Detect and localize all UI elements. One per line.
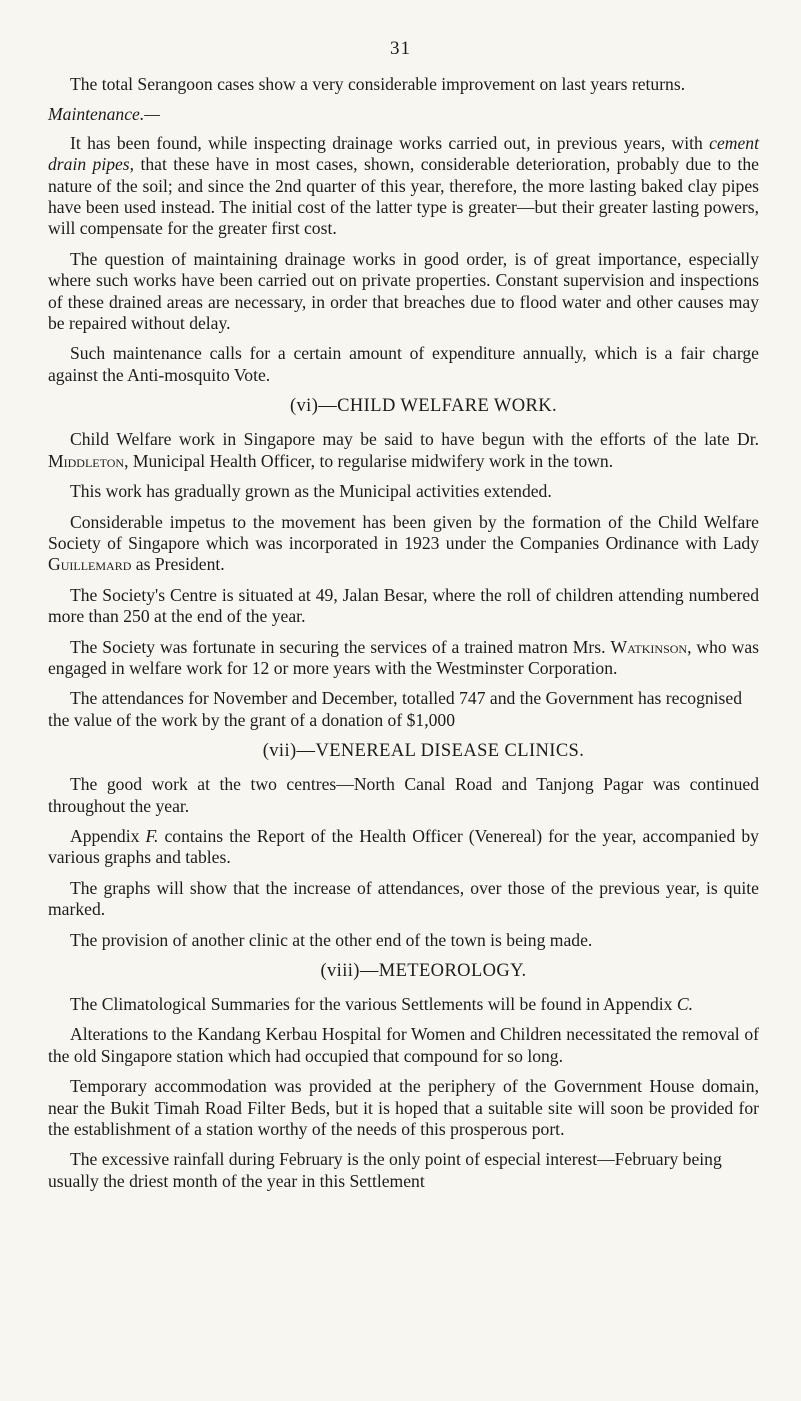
paragraph-text: Such maintenance calls for a certain amount of expenditure annually, which is a fair charge against the Anti-mosquito Vote.: [48, 343, 759, 385]
paragraph-text: Considerable impetus to the movement has been given by the formation of the Child Welfare Society of Singapore which was incorporated in 1923 under the Companies Ordinance with Lady: [48, 511, 759, 553]
paragraph-serangoon: [48, 74, 759, 95]
paragraph-text: as President.: [131, 554, 225, 575]
paragraph-drain-pipes: [48, 133, 759, 240]
emphasis-appendix-letter: F.: [145, 825, 159, 846]
paragraph-climatological: [48, 994, 759, 1015]
paragraph-text: This work has gradually grown as the Municipal activities extended.: [70, 481, 552, 502]
paragraph-text: The good work at the two centres—North Canal Road and Tanjong Pagar was continued throughout the year.: [48, 774, 759, 816]
paragraph-matron: [48, 637, 759, 680]
section-heading-venereal-clinics: (vii)—VENEREAL DISEASE CLINICS.: [262, 741, 585, 762]
paragraph-text: It has been found, while inspecting drainage works carried out, in previous years, with: [70, 132, 710, 153]
name-middleton: Middleton: [48, 450, 125, 471]
paragraph-maintaining-drainage: [48, 249, 759, 335]
section-heading-meteorology: (viii)—METEOROLOGY.: [320, 961, 527, 981]
paragraph-text: The Society's Centre is situated at 49, Jalan Besar, where the roll of children attending numbered more than 250 at the end of the year.: [48, 584, 759, 627]
paragraph-text: The Society was fortunate in securing the services of a trained matron Mrs.: [70, 636, 611, 657]
paragraph-text: Child Welfare work in Singapore may be said to have begun with the efforts of the late Dr.: [70, 429, 759, 450]
paragraph-text: contains the Report of the Health Officer (Venereal) for the year, accompanied by various graphs and tables.: [48, 825, 759, 868]
paragraph-text: The provision of another clinic at the other end of the town is being made.: [70, 929, 593, 950]
paragraph-text: The graphs will show that the increase of attendances, over those of the previous year, is quite marked.: [48, 877, 759, 920]
paragraph-temporary-accommodation: [48, 1076, 759, 1140]
paragraph-text: The excessive rainfall during February is the only point of especial interest—February being usually the driest month of the year in this Settlement: [48, 1149, 722, 1191]
paragraph-text: The attendances for November and December, totalled 747 and the Government has recognised the value of the work by the grant of a donation of $1,000: [48, 688, 742, 730]
paragraph-another-clinic: [48, 930, 759, 951]
paragraph-text: Temporary accommodation was provided at the periphery of the Government House domain, near the Bukit Timah Road Filter Beds, but it is hoped that a suitable site will soon be provided for the establishment of a station worthy of the needs of this prosperous port.: [48, 1076, 759, 1140]
name-watkinson: Watkinson: [610, 636, 688, 657]
section-heading-child-welfare: (vi)—CHILD WELFARE WORK.: [289, 396, 558, 417]
paragraph-attendances: [48, 688, 759, 731]
emphasis-appendix-letter: C.: [676, 994, 694, 1014]
paragraph-text: Alterations to the Kandang Kerbau Hospital for Women and Children necessitated the removal of the old Singapore station which had occupied that compound for so long.: [48, 1024, 759, 1066]
paragraph-text: The total Serangoon cases show a very considerable improvement on last years returns.: [70, 74, 686, 94]
paragraph-expenditure: [48, 343, 759, 386]
emphasis-cement-drain-pipes: cement drain pipes: [48, 132, 759, 175]
paragraph-text: , Municipal Health Officer, to regularise midwifery work in the town.: [124, 450, 614, 471]
paragraph-text: , that these have in most cases, shown, considerable deterioration, probably due to the nature of the soil; and since the 2nd quarter of this year, therefore, the more lasting baked clay pipes have been used instead. The initial cost of the latter type is greater—but their greater lasting powers, will compensate for the greater first cost.: [48, 154, 759, 239]
paragraph-graphs: [48, 878, 759, 921]
paragraph-society-centre: [48, 585, 759, 628]
paragraph-text: The question of maintaining drainage works in good order, is of great importance, especially where such works have been carried out on private properties. Constant supervision and inspections of these drained areas are necessary, in order that breaches due to flood water and other causes may be repaired without delay.: [48, 248, 759, 334]
maintenance-heading: Maintenance.—: [48, 104, 160, 125]
paragraph-appendix-f: [48, 826, 759, 869]
paragraph-text: Appendix: [70, 825, 146, 846]
paragraph-text: , who was engaged in welfare work for 12 or more years with the Westminster Corporation.: [48, 636, 760, 678]
paragraph-two-centres: [48, 774, 759, 817]
paragraph-rainfall: [48, 1149, 759, 1192]
paragraph-work-grown: [48, 481, 759, 502]
paragraph-society-formation: [48, 512, 759, 576]
paragraph-alterations: [48, 1024, 759, 1067]
paragraph-child-welfare-origin: [48, 429, 759, 472]
page-number: 31: [390, 38, 411, 59]
name-guillemard: Guillemard: [48, 554, 132, 575]
paragraph-text: The Climatological Summaries for the various Settlements will be found in Appendix: [70, 994, 677, 1014]
